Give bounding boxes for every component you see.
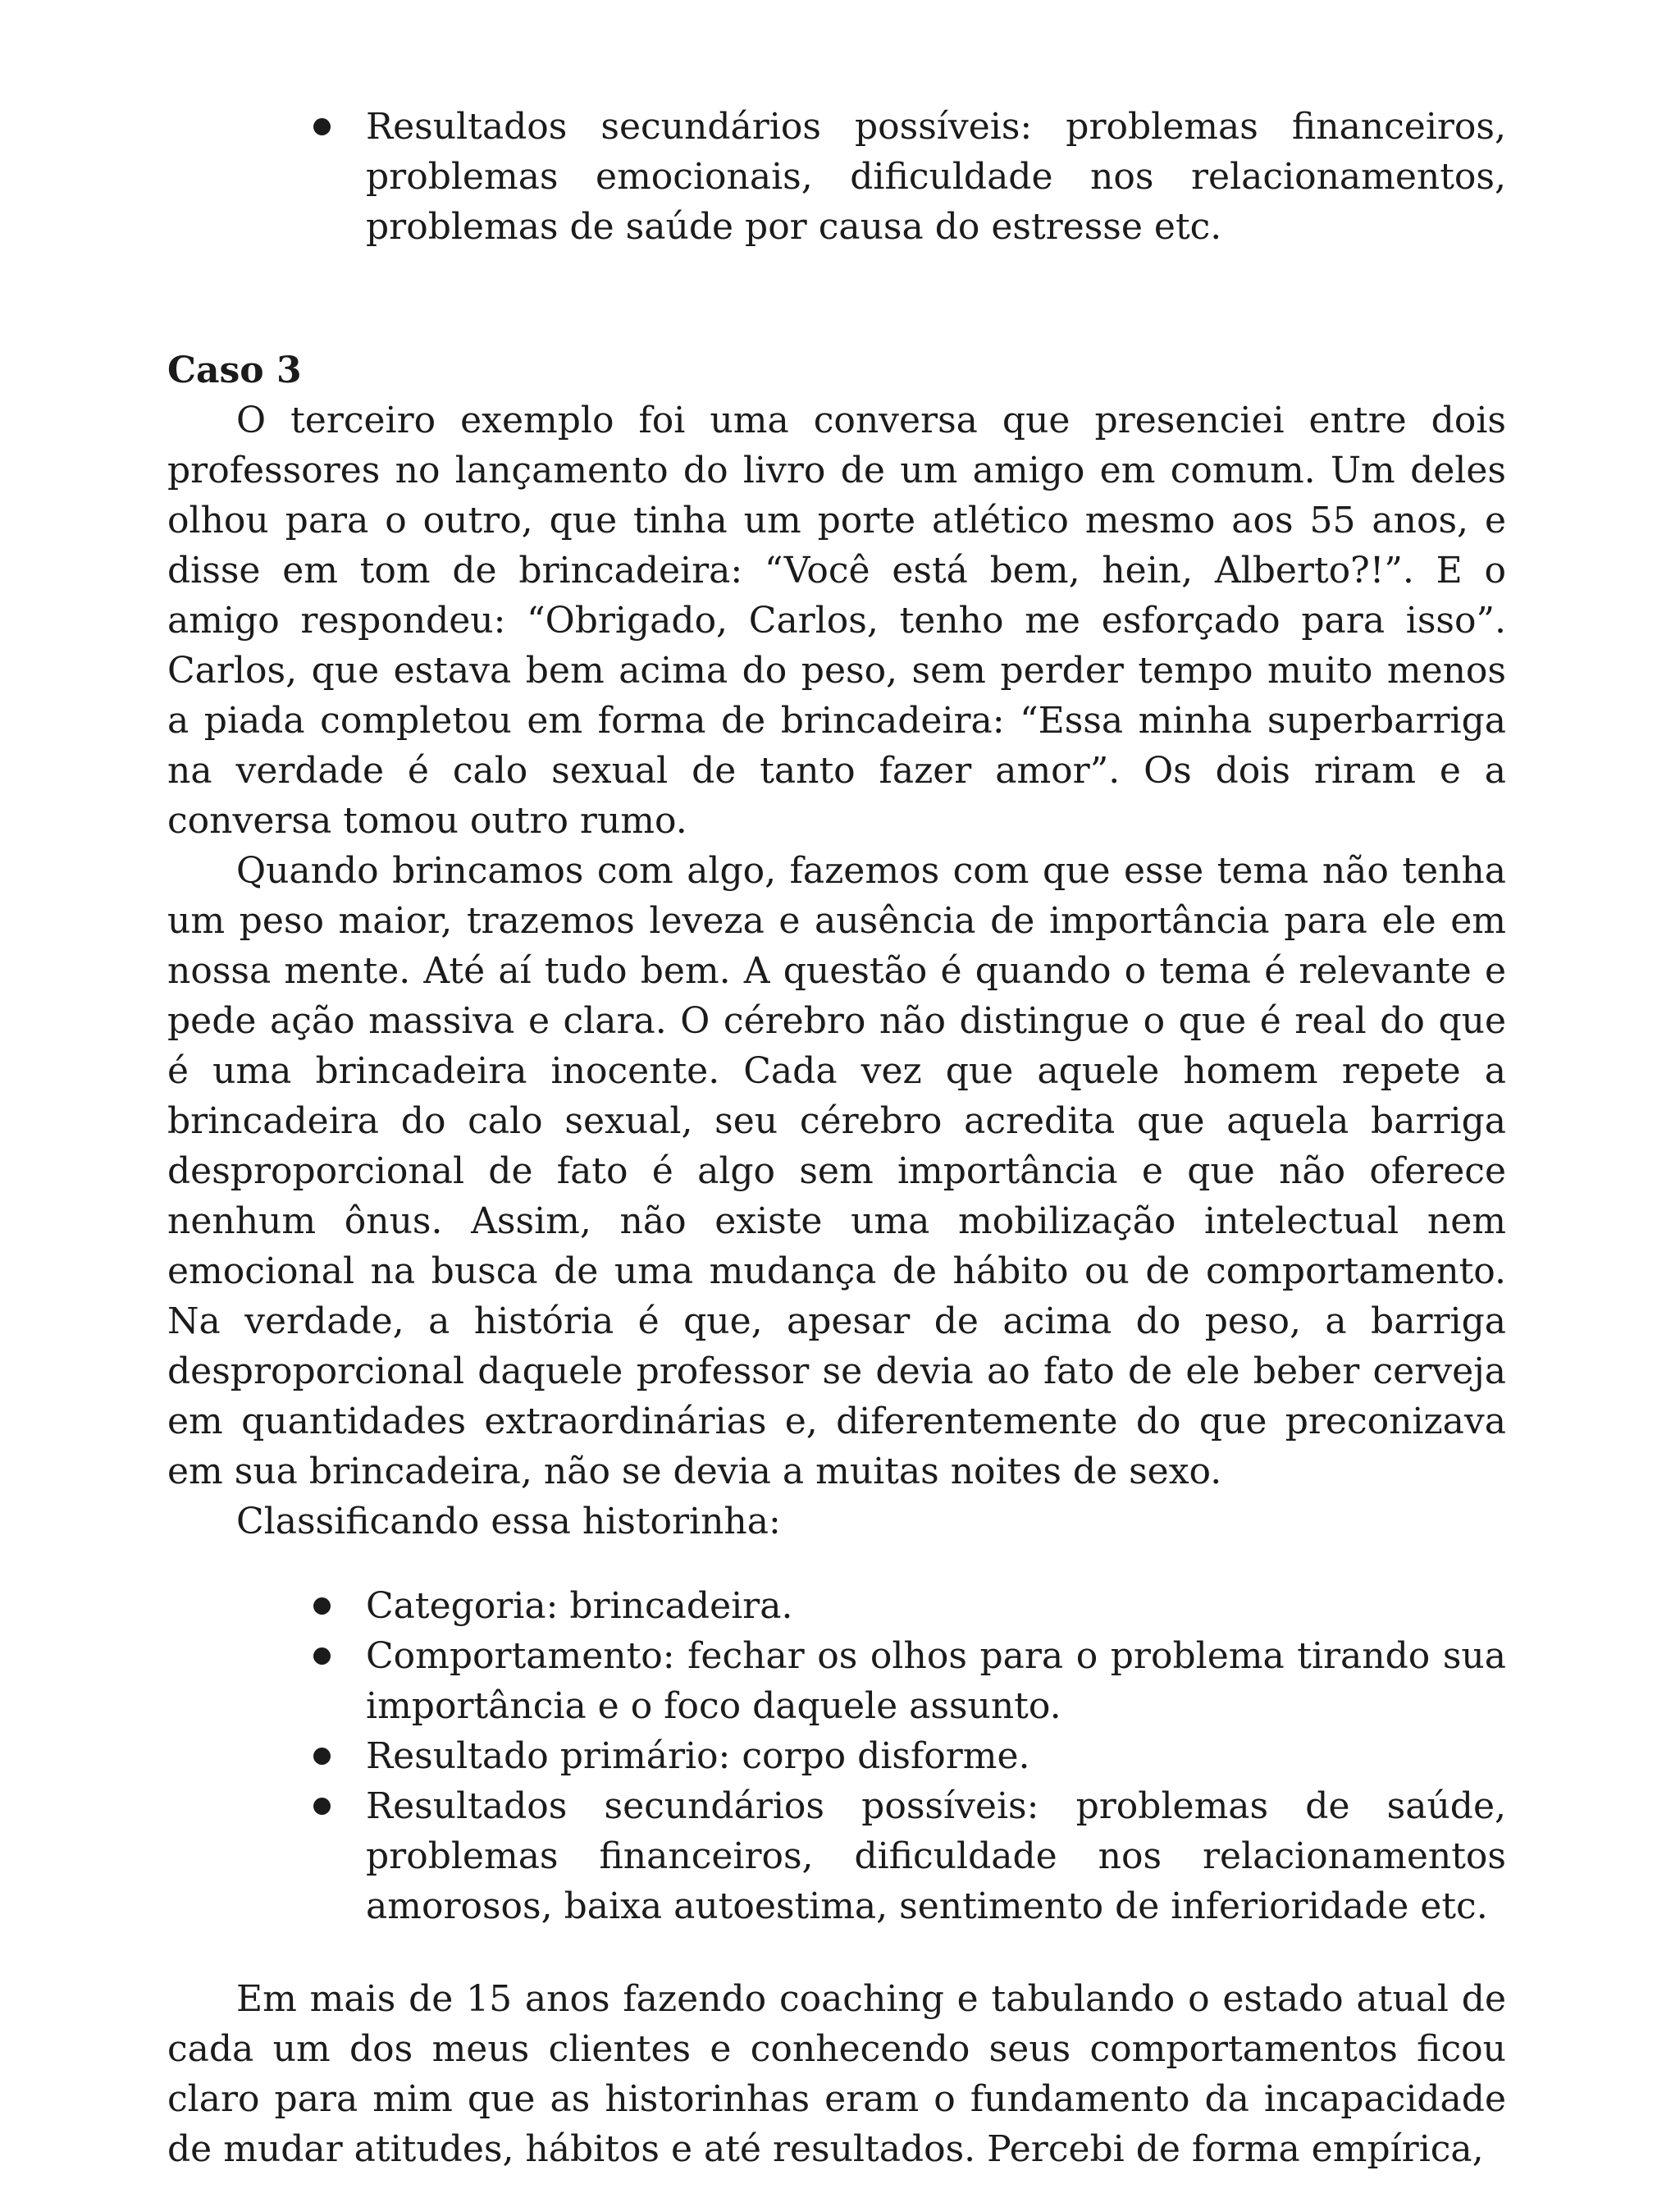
bullet-icon — [313, 1798, 331, 1815]
bullet-icon — [313, 1597, 331, 1615]
list-item-text: Comportamento: fechar os olhos para o problema tirando sua importância e o foco daquele assunto. — [366, 1635, 1506, 1727]
final-paragraph: Em mais de 15 anos fazendo coaching e tabulando o estado atual de cada um dos meus clientes e conhecendo seus comportamentos ficou claro para mim que as historinhas eram o fundamento da incapacidade de mudar atitudes, hábitos e até resultados. Percebi de forma empírica, — [167, 1978, 1506, 2170]
spacer — [167, 1931, 1506, 1974]
bullet-list-bottom — [167, 1581, 1506, 1931]
list-item — [366, 1781, 1506, 1931]
paragraph: Quando brincamos com algo, fazemos com que esse tema não tenha um peso maior, trazemos leveza e ausência de importância para ele em nossa mente. Até aí tudo bem. A questão é quando o tema é relevante e pede ação massiva e clara. O cérebro não distingue o que é real do que é uma brincadeira inocente. Cada vez que aquele homem repete a brincadeira do calo sexual, seu cérebro acredita que aquela barriga desproporcional de fato é algo sem importância e que não oferece nenhum ônus. Assim, não existe uma mobilização intelectual nem emocional na busca de uma mudança de hábito ou de comportamento. Na verdade, a história é que, apesar de acima do peso, a barriga desproporcional daquele professor se devia ao fato de ele beber cerveja em quantidades extraordinárias e, diferentemente do que preconizava em sua brincadeira, não se devia a muitas noites de sexo. — [167, 850, 1506, 1492]
section-heading: Caso 3 — [167, 350, 302, 391]
list-item — [366, 102, 1506, 252]
list-item-text: Categoria: brincadeira. — [366, 1585, 793, 1627]
bullet-icon — [313, 1748, 331, 1765]
spacer — [167, 1547, 1506, 1581]
spacer — [167, 252, 1506, 345]
paragraph: Classificando essa historinha: — [236, 1501, 781, 1542]
list-item-text: Resultados secundários possíveis: problemas de saúde, problemas financeiros, dificuldade nos relacionamentos amorosos, baixa autoestima, sentimento de inferioridade etc. — [366, 1785, 1506, 1927]
page-content — [167, 102, 1506, 2174]
bullet-list-top — [167, 102, 1506, 252]
bullet-icon — [313, 118, 331, 135]
list-item — [366, 1581, 1506, 1631]
list-item-text: Resultado primário: corpo disforme. — [366, 1735, 1030, 1777]
list-item — [366, 1631, 1506, 1731]
paragraph: O terceiro exemplo foi uma conversa que presenciei entre dois professores no lançamento do livro de um amigo em comum. Um deles olhou para o outro, que tinha um porte atlético mesmo aos 55 anos, e disse em tom de brincadeira: “Você está bem, hein, Alberto?!”. E o amigo respondeu: “Obrigado, Carlos, tenho me esforçado para isso”. Carlos, que estava bem acima do peso, sem perder tempo muito menos a piada completou em forma de brincadeira: “Essa minha superbarriga na verdade é calo sexual de tanto fazer amor”. Os dois riram e a conversa tomou outro rumo. — [167, 400, 1506, 842]
bullet-icon — [313, 1647, 331, 1665]
list-item-text: Resultados secundários possíveis: problemas financeiros, problemas emocionais, dificuldade nos relacionamentos, problemas de saúde por causa do estresse etc. — [366, 106, 1506, 248]
list-item — [366, 1731, 1506, 1781]
